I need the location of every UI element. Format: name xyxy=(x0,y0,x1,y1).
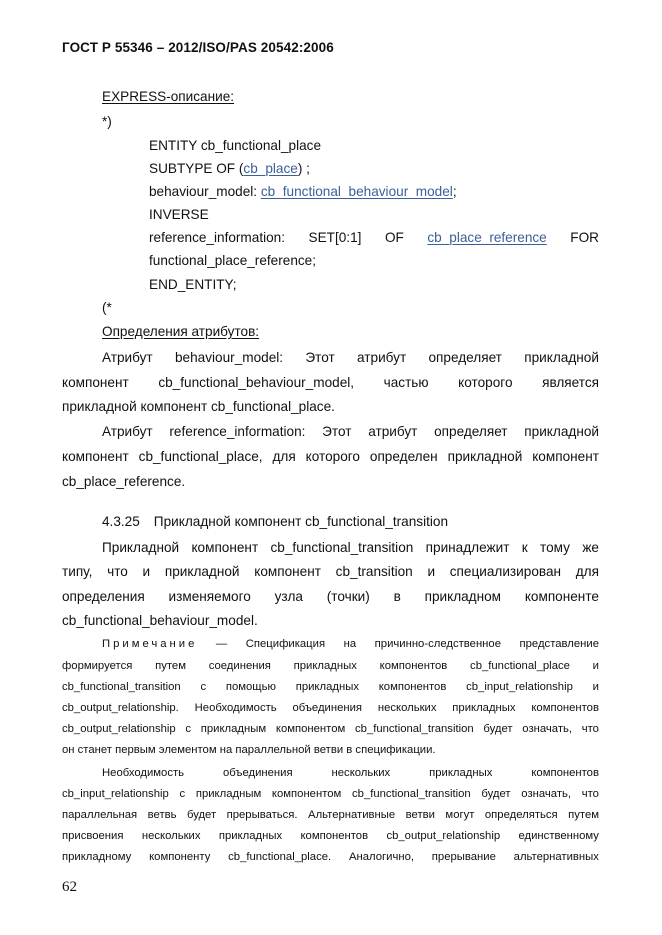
word: и xyxy=(427,564,436,579)
word: компонентом xyxy=(275,723,346,735)
word: в xyxy=(393,589,401,604)
behaviour-line xyxy=(149,184,457,200)
reference-word: OF xyxy=(384,230,404,245)
word: будет xyxy=(481,788,511,800)
subtype-suffix: ) ; xyxy=(297,161,310,176)
word: компонент xyxy=(254,564,321,579)
word: Альтернативные xyxy=(308,809,396,821)
word: будет xyxy=(483,723,513,735)
word: прикладных xyxy=(218,830,283,842)
word: прикладному xyxy=(62,851,132,863)
word: к xyxy=(521,540,528,555)
word: Прикладной xyxy=(102,540,180,555)
section-line-1 xyxy=(102,540,599,556)
word: cb_functional_place, xyxy=(138,449,263,464)
word: behaviour_model: xyxy=(174,350,284,365)
cb-place-link[interactable]: cb_place xyxy=(243,161,298,176)
note-line-6: он станет первым элементом на параллельной ветви в спецификации. xyxy=(62,744,436,756)
word: cb_functional_behaviour_model, xyxy=(158,375,355,390)
word: является xyxy=(542,375,599,390)
word: прикладных xyxy=(295,681,359,693)
document-header: ГОСТ Р 55346 – 2012/ISO/PAS 20542:2006 xyxy=(62,40,334,55)
word: компонентов xyxy=(300,830,369,842)
word: для xyxy=(575,564,599,579)
note-line-4 xyxy=(62,701,599,715)
reference-line xyxy=(149,230,599,246)
word: присвоения xyxy=(62,830,124,842)
word: могут xyxy=(445,809,475,821)
word: соединения xyxy=(208,660,271,672)
reference-word: FOR xyxy=(570,230,599,245)
word: единственному xyxy=(518,830,599,842)
section-number: 4.3.25 xyxy=(102,514,140,529)
word: компонентов xyxy=(531,702,599,714)
word: и xyxy=(592,681,599,693)
word: на xyxy=(343,638,357,650)
section-line-3 xyxy=(62,589,599,605)
word: Необходимость xyxy=(194,702,277,714)
word: что xyxy=(581,723,599,735)
word: определяет xyxy=(434,424,508,439)
behaviour-suffix: ; xyxy=(452,184,457,199)
word: cb_input_relationship xyxy=(466,681,573,693)
word: же xyxy=(582,540,599,555)
word: путем xyxy=(155,660,186,672)
word: будет xyxy=(186,809,217,821)
word: определяет xyxy=(428,350,502,365)
word: прикладной xyxy=(164,564,240,579)
entity-line: ENTITY cb_functional_place xyxy=(149,138,322,153)
word: нескольких xyxy=(141,830,201,842)
word: специализирован xyxy=(449,564,562,579)
word: cb_output_relationship xyxy=(62,723,176,735)
word: ветвь xyxy=(147,809,177,821)
attr2-line-2 xyxy=(62,449,599,465)
word: прикладной xyxy=(524,424,599,439)
word: тому xyxy=(540,540,570,555)
word: с xyxy=(200,681,207,693)
word: cb_output_relationship xyxy=(386,830,501,842)
word: ветви xyxy=(405,809,435,821)
word: reference_information: xyxy=(169,424,306,439)
word: (точки) xyxy=(326,589,370,604)
word: частью xyxy=(383,375,429,390)
word: компонент xyxy=(62,449,129,464)
word: компонент xyxy=(532,449,599,464)
word: представление xyxy=(519,638,599,650)
word: cb_functional_transition xyxy=(270,540,414,555)
attr2-line-1 xyxy=(102,424,599,440)
word: означать, xyxy=(521,788,572,800)
word: и xyxy=(592,660,599,672)
word: компоненте xyxy=(524,589,599,604)
word: Этот xyxy=(305,350,335,365)
word: компонент xyxy=(191,540,259,555)
word: которого xyxy=(305,449,360,464)
behaviour-model-link[interactable]: cb_functional_behaviour_model xyxy=(260,184,453,199)
attributes-title: Определения атрибутов: xyxy=(102,324,260,339)
word: нескольких xyxy=(377,702,437,714)
word: cb_functional_transition xyxy=(62,681,181,693)
word: которого xyxy=(458,375,513,390)
word: формируется xyxy=(62,660,133,672)
express-title: EXPRESS-описание: xyxy=(102,89,235,104)
reference-continuation: functional_place_reference; xyxy=(149,253,317,268)
word: что xyxy=(581,788,599,800)
word: — xyxy=(215,638,228,650)
note-line-2 xyxy=(62,659,599,673)
attr1-line-2 xyxy=(62,375,599,391)
word: cb_functional_transition xyxy=(352,788,471,800)
note-line-5 xyxy=(62,722,599,736)
word: компонентом xyxy=(271,788,342,800)
note-p2-line-3 xyxy=(62,808,599,822)
subtype-prefix: SUBTYPE OF ( xyxy=(149,161,244,176)
word: и xyxy=(142,564,151,579)
reference-word: SET[0:1] xyxy=(308,230,362,245)
note-p2-line-5 xyxy=(62,850,599,864)
word: определен xyxy=(369,449,438,464)
word: путем xyxy=(568,809,599,821)
word: прерываться. xyxy=(226,809,298,821)
word: cb_input_relationship xyxy=(62,788,169,800)
subtype-line xyxy=(149,161,310,177)
word: с xyxy=(179,788,186,800)
express-close: (* xyxy=(102,300,112,315)
inverse-line: INVERSE xyxy=(149,207,209,222)
word: атрибут xyxy=(357,350,407,365)
attr1-line-1 xyxy=(102,350,599,366)
note-p2-line-1 xyxy=(102,766,599,780)
word: прикладных xyxy=(429,767,493,779)
word: cb_functional_place xyxy=(470,660,570,672)
word: объединения xyxy=(292,702,363,714)
word: объединения xyxy=(223,767,293,779)
note-p2-line-2 xyxy=(62,787,599,801)
attr2-line-3: cb_place_reference. xyxy=(62,474,186,489)
word: определяться xyxy=(484,809,558,821)
word: принадлежит xyxy=(425,540,510,555)
word: cb_functional_place. xyxy=(228,851,332,863)
word: прикладных xyxy=(293,660,357,672)
word: компонентов xyxy=(531,767,599,779)
word: компоненту xyxy=(149,851,211,863)
end-entity-line: END_ENTITY; xyxy=(149,277,237,292)
word: определения xyxy=(62,589,145,604)
word: компонентов xyxy=(379,660,448,672)
word: прикладном xyxy=(424,589,502,604)
word: Атрибут xyxy=(102,424,153,439)
word: типу, xyxy=(62,564,93,579)
word: cb_functional_transition xyxy=(354,723,474,735)
word: изменяемого xyxy=(168,589,251,604)
word: прикладных xyxy=(452,702,516,714)
word: прикладным xyxy=(195,788,262,800)
page-number: 62 xyxy=(62,879,77,895)
word: Необходимость xyxy=(102,767,185,779)
word: cb_transition xyxy=(335,564,413,579)
word: параллельная xyxy=(62,809,138,821)
word: cb_output_relationship. xyxy=(62,702,179,714)
note-line-1 xyxy=(102,637,599,651)
word: прикладной xyxy=(524,350,599,365)
word: прерывание xyxy=(431,851,496,863)
word: нескольких xyxy=(331,767,391,779)
note-p2-line-4 xyxy=(62,829,599,843)
word: компонентов xyxy=(378,681,447,693)
word: прикладной xyxy=(447,449,523,464)
word: Аналогично, xyxy=(348,851,414,863)
word: атрибут xyxy=(368,424,418,439)
express-open: *) xyxy=(102,114,112,129)
note-label: Примечание xyxy=(102,638,198,650)
word: что xyxy=(107,564,128,579)
word: помощью xyxy=(225,681,276,693)
section-heading xyxy=(102,514,448,530)
word: Спецификация xyxy=(245,638,326,650)
cb-place-reference-link[interactable]: cb_place_reference xyxy=(427,230,547,245)
word: прикладным xyxy=(200,723,267,735)
word: означать, xyxy=(522,723,573,735)
word: Этот xyxy=(322,424,352,439)
section-title: Прикладной компонент cb_functional_transition xyxy=(153,514,449,529)
section-line-2 xyxy=(62,564,599,580)
word: причинно-следственное xyxy=(374,638,501,650)
reference-word: reference_information: xyxy=(149,230,286,245)
note-line-3 xyxy=(62,680,599,694)
section-line-4: cb_functional_behaviour_model. xyxy=(62,613,258,628)
behaviour-prefix: behaviour_model: xyxy=(149,184,261,199)
word: с xyxy=(185,723,192,735)
word: альтернативных xyxy=(513,851,599,863)
word: Атрибут xyxy=(102,350,153,365)
attr1-line-3: прикладной компонент cb_functional_place. xyxy=(62,399,335,414)
word: компонент xyxy=(62,375,129,390)
word: узла xyxy=(274,589,303,604)
word: для xyxy=(272,449,296,464)
